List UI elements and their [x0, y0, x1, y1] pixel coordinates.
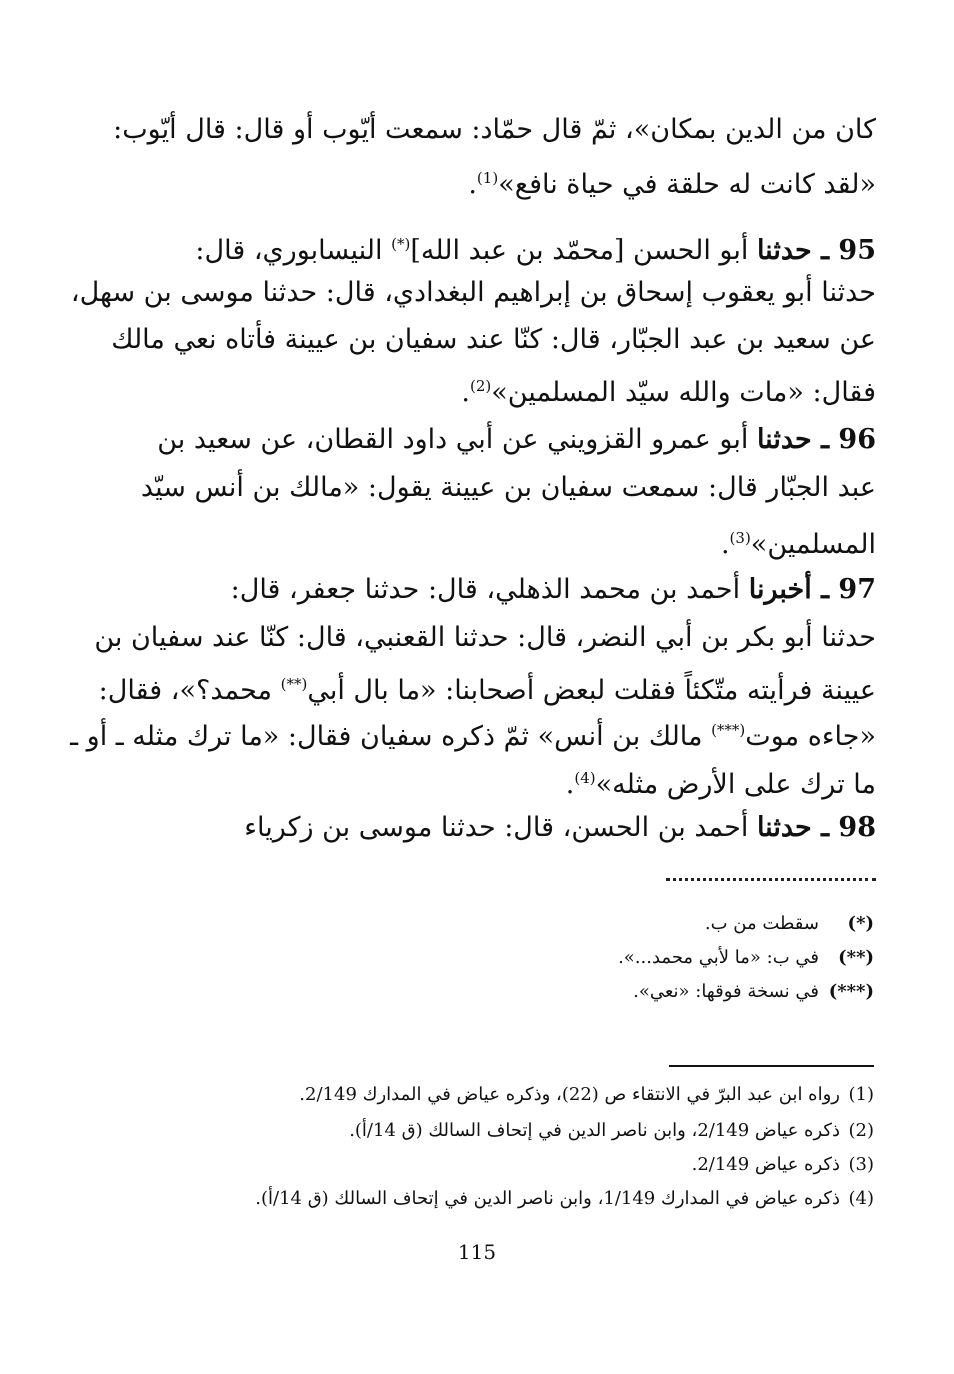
footnote-number: (4): [848, 1188, 874, 1209]
footnote-ref: (3): [729, 529, 751, 547]
footnote: (2)ذكره عياض 2/149، وابن ناصر الدين في إتحاف السالك (ق 14/أ).: [349, 1118, 874, 1144]
variant-ref: (**): [280, 675, 308, 693]
text-line: عبد الجبّار قال: سمعت سفيان بن عيينة يقول: «مالك بن أنس سيّد: [140, 472, 876, 503]
variant-note: (*)سقطت من ب.: [704, 913, 874, 934]
footnote-number: (2): [848, 1120, 874, 1141]
footnote: (1)رواه ابن عبد البرّ في الانتقاء ص (22)، وذكره عياض في المدارك 2/149.: [299, 1082, 874, 1108]
entry-97-line: 97 ـ أخبرنا أحمد بن محمد الذهلي، قال: حدثنا جعفر، قال:: [230, 574, 876, 605]
text-line: عيينة فرأيته متّكئاً فقلت لبعض أصحابنا: «ما بال أبي(**) محمد؟»، فقال:: [98, 675, 876, 706]
text-line: فقال: «مات والله سيّد المسلمين»$^{(2)}$.: [461, 377, 876, 408]
dotted-separator: [666, 878, 876, 881]
footnote-ref: (2): [469, 377, 492, 395]
text-line: عن سعيد بن عبد الجبّار، قال: كنّا عند سفيان بن عيينة فأتاه نعي مالك: [111, 324, 876, 355]
text-line: كان من الدين بمكان»، ثمّ قال حمّاد: سمعت أيّوب أو قال: قال أيّوب:: [113, 114, 876, 145]
variant-ref: (***): [711, 721, 746, 739]
variant-note: (**)في ب: «ما لأبي محمد...».: [618, 947, 874, 968]
text-line: المسلمين»$^{(3)}$.: [720, 529, 876, 560]
entry-96-line: 96 ـ حدثنا أبو عمرو القزويني عن أبي داود القطان، عن سعيد بن: [157, 424, 876, 455]
footnote-ref: (4): [574, 769, 596, 787]
page-number: 115: [457, 1240, 497, 1264]
variant-mark: (**): [838, 947, 874, 968]
text-line: «جاءه موت(***) مالك بن أنس» ثمّ ذكره سفيان فقال: «ما ترك مثله ـ أو ـ: [70, 721, 876, 752]
text-line: حدثنا أبو يعقوب إسحاق بن إبراهيم البغدادي، قال: حدثنا موسى بن سهل،: [70, 277, 876, 308]
text-line: «لقد كانت له حلقة في حياة نافع»$^{(1)}$.: [468, 169, 876, 200]
variant-mark: (*): [847, 913, 874, 934]
entry-number: 98 ـ حدثنا: [756, 812, 876, 843]
variant-mark: (***): [828, 981, 874, 1002]
text-line: حدثنا أبو بكر بن أبي النضر، قال: حدثنا القعنبي، قال: كنّا عند سفيان بن: [94, 622, 876, 653]
entry-number: 96 ـ حدثنا: [756, 424, 876, 455]
footnote-number: (3): [848, 1154, 874, 1175]
variant-note: (***)في نسخة فوقها: «نعي».: [633, 981, 874, 1002]
footnote: (4)ذكره عياض في المدارك 1/149، وابن ناصر الدين في إتحاف السالك (ق 14/أ).: [255, 1186, 874, 1212]
entry-number: 95 ـ حدثنا: [756, 235, 876, 266]
entry-95-line: 95 ـ حدثنا أبو الحسن [محمّد بن عبد الله](*) النيسابوري، قال:: [195, 235, 876, 266]
footnote-number: (1): [848, 1084, 874, 1105]
footnote-rule: [669, 1065, 874, 1067]
variant-ref: (*): [391, 235, 411, 253]
entry-number: 97 ـ أخبرنا: [748, 574, 876, 605]
footnote-ref: (1): [476, 169, 499, 187]
entry-98-line: 98 ـ حدثنا أحمد بن الحسن، قال: حدثنا موسى بن زكرياء: [244, 812, 876, 843]
text-line: ما ترك على الأرض مثله»$^{(4)}$.: [565, 769, 876, 800]
footnote: (3)ذكره عياض 2/149.: [692, 1152, 874, 1178]
